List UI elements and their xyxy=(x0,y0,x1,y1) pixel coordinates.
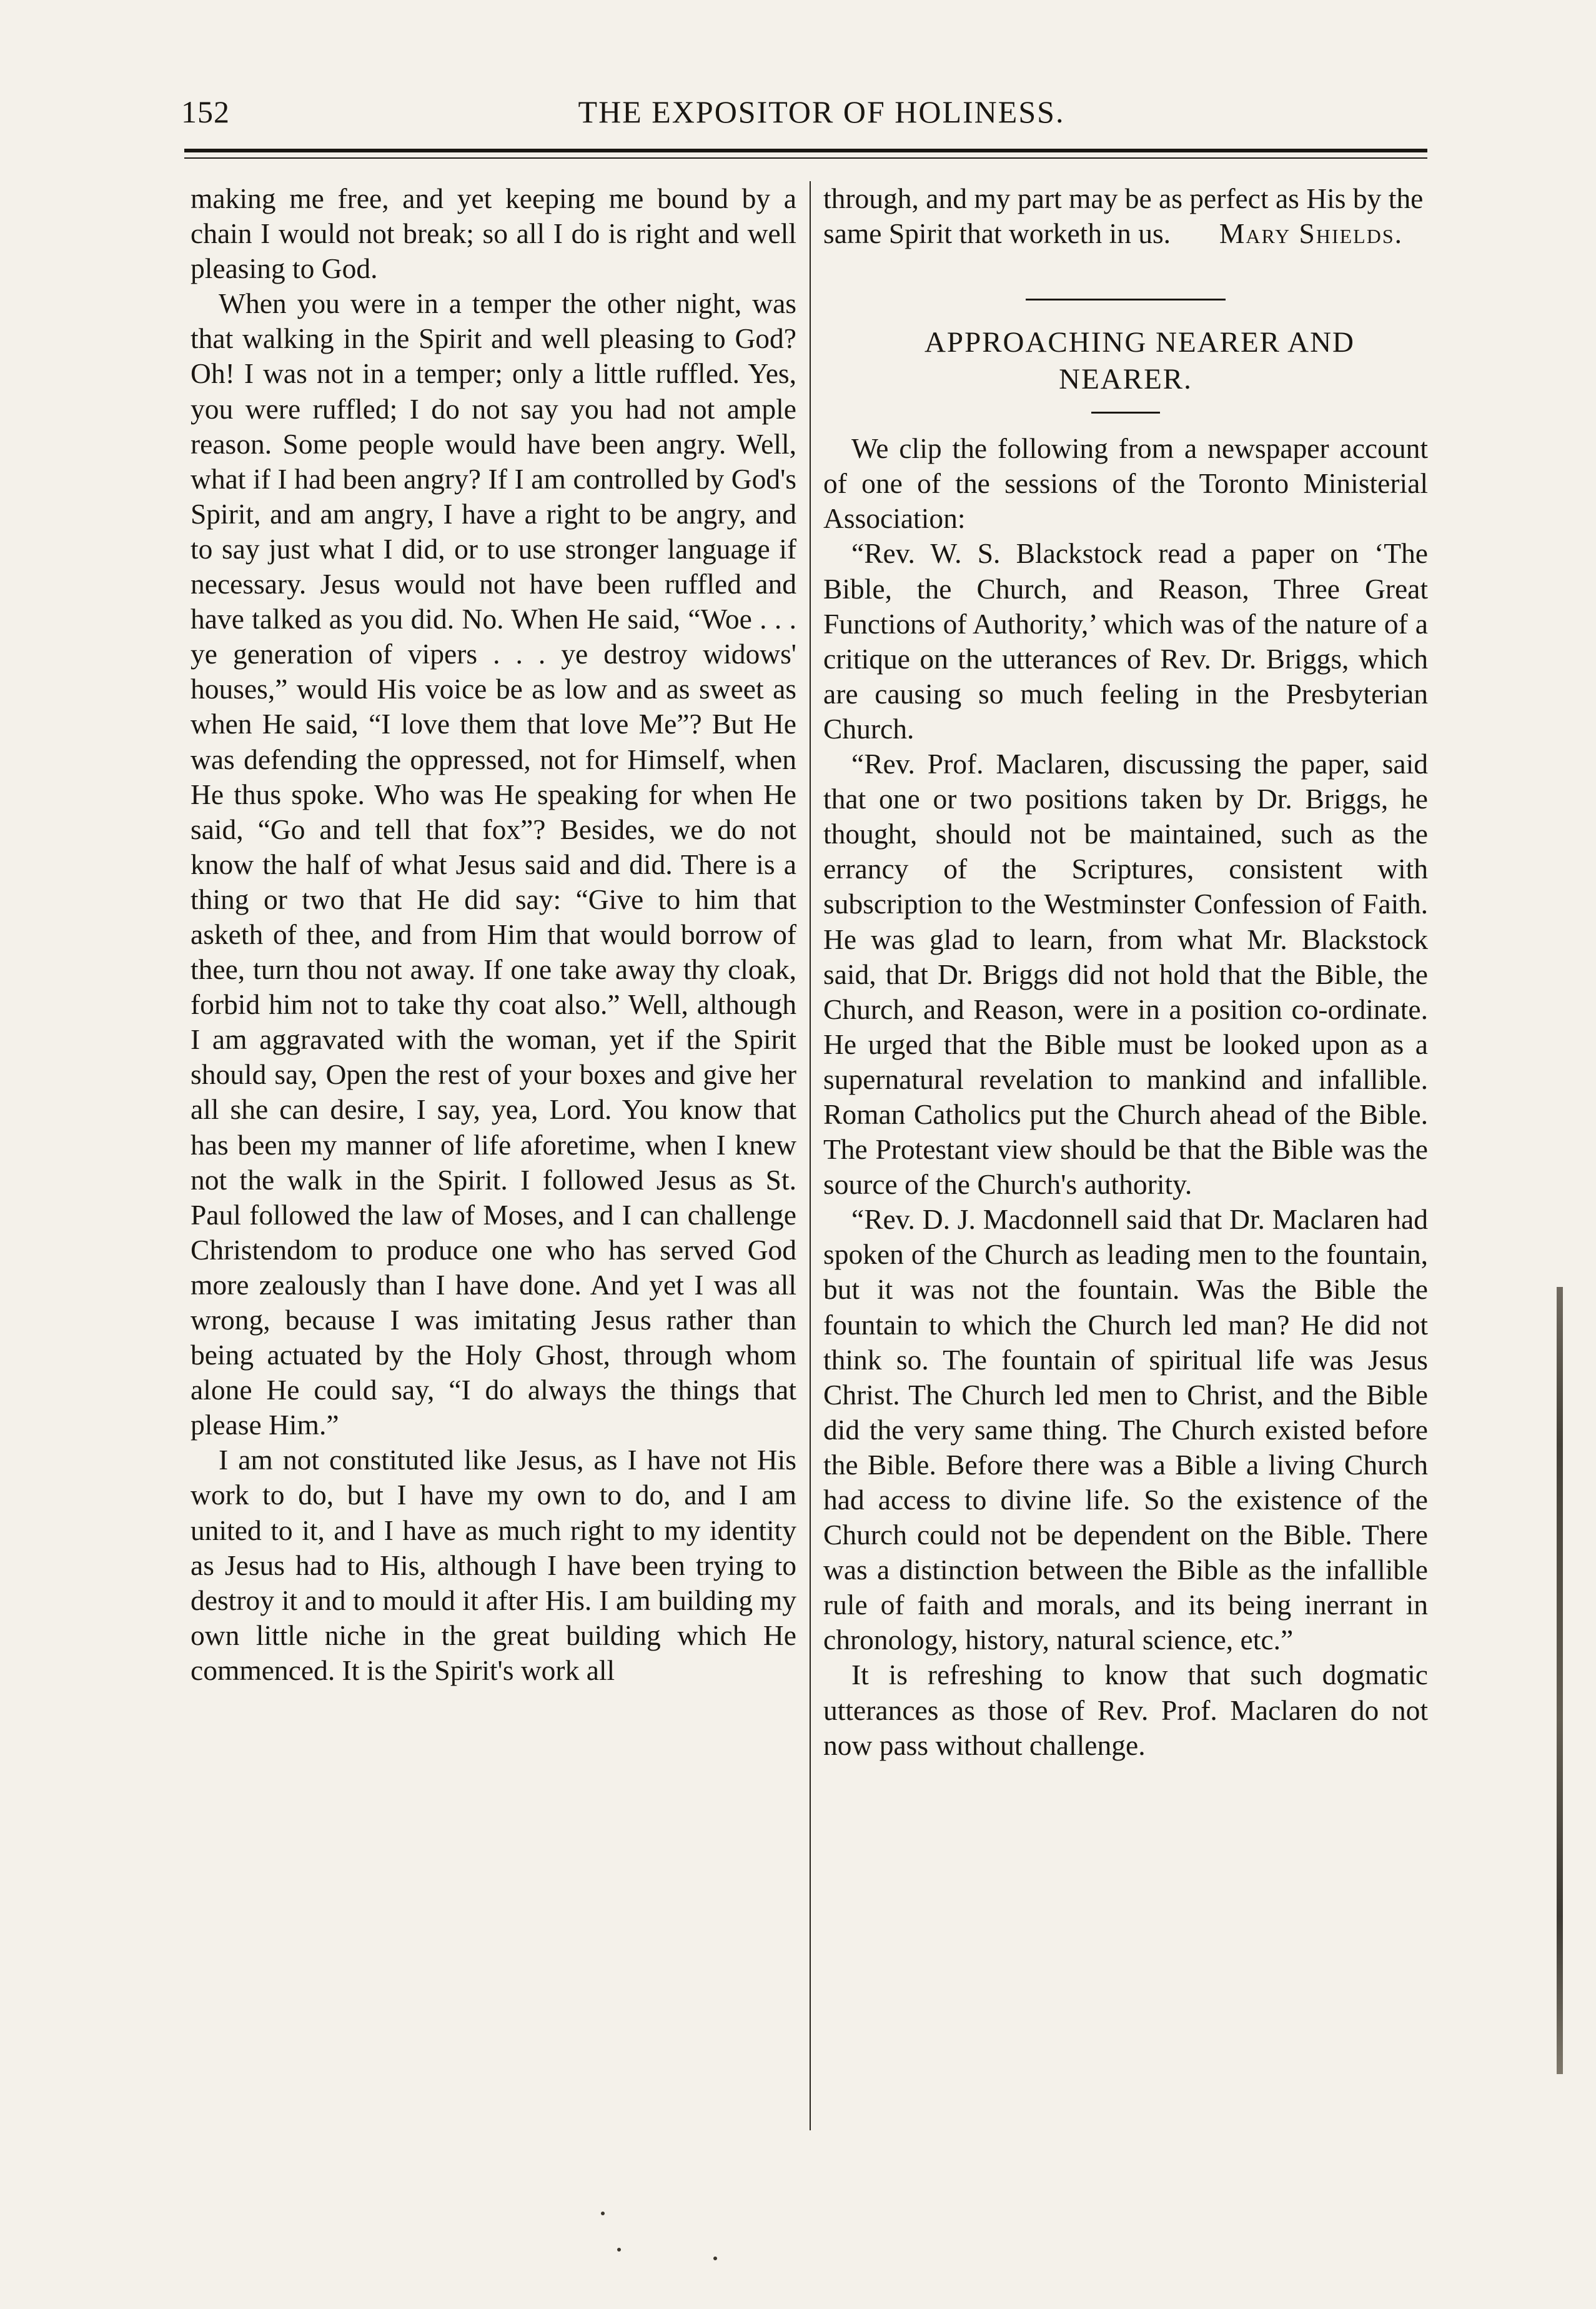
right-column xyxy=(823,181,1428,1763)
section-divider-rule xyxy=(1026,299,1226,300)
header-rule-thick xyxy=(184,149,1427,152)
left-paragraph-constituted: I am not constituted like Jesus, as I have not His work to do, but I have my own to do, and I am united to it, and I have as much right to my identity as Jesus had to His, although I have been trying to destroy it and to mould it after His. I am building my own little niche in the great building which He commenced. It is the Spirit's work all xyxy=(191,1444,796,1686)
right-paragraph-macdonnell: “Rev. D. J. Macdonnell said that Dr. Maclaren had spoken of the Church as leading men to the fountain, but it was not the fountain. Was the Bible the fountain to which the Church led man? He did not think so. The fountain of spiritual life was Jesus Christ. The Church led men to Christ, and the Bible did the very same thing. The Church existed before the Bible. Before there was a Bible a living Church had access to divine life. So the existence of the Church could not be dependent on the Bible. There was a distinction between the Bible as the infallible rule of faith and morals, and its being inerrant in chronology, history, natural science, etc.” xyxy=(823,1203,1428,1656)
speck-mark xyxy=(713,2257,717,2260)
right-paragraph-refreshing: It is refreshing to know that such dogmatic utterances as those of Rev. Prof. Maclaren do not now pass without challenge. xyxy=(823,1659,1428,1761)
article-title-line-1: APPROACHING NEARER AND xyxy=(924,326,1355,359)
right-paragraph-maclaren: “Rev. Prof. Maclaren, discussing the paper, said that one or two positions taken by Dr. Briggs, he thought, should not be maintained, such as the errancy of the Scriptures, consistent with subscription to the Westminster Confession of Faith. He was glad to learn, from what Mr. Blackstock said, that Dr. Briggs did not hold that the Bible, the Church, and Reason, were in a position co-ordinate. He urged that the Bible must be looked upon as a supernatural revelation to mankind and infallible. Roman Catholics put the Church ahead of the Bible. The Protestant view should be that the Bible was the source of the Church's authority. xyxy=(823,748,1428,1201)
left-column xyxy=(191,181,796,1688)
running-title: THE EXPOSITOR OF HOLINESS. xyxy=(578,94,1065,129)
column-divider xyxy=(810,181,811,2130)
speck-mark xyxy=(617,2248,621,2252)
article-title xyxy=(823,324,1428,398)
title-underline-rule xyxy=(1091,412,1160,414)
closing-with-signature xyxy=(823,181,1428,251)
page-edge-shadow xyxy=(1557,1287,1563,2074)
right-paragraph-blackstock: “Rev. W. S. Blackstock read a paper on ‘The Bible, the Church, and Reason, Three Great Functions of Authority,’ which was of the nature of a critique on the utterances of Rev. Dr. Briggs, which are causing so much feeling in the Presbyterian Church. xyxy=(823,537,1428,745)
right-paragraph-intro: We clip the following from a newspaper account of one of the sessions of the Toronto Ministerial Association: xyxy=(823,432,1428,535)
page-number: 152 xyxy=(181,94,230,129)
closing-text: through, and my part may be as perfect as His by the same Spirit that worketh in us. xyxy=(823,182,1424,250)
article-title-line-2: NEARER. xyxy=(1059,363,1192,396)
header-rule-thin xyxy=(184,157,1427,159)
left-paragraph-continued: making me free, and yet keeping me bound by a chain I would not break; so all I do is right and well pleasing to God. xyxy=(191,182,796,285)
speck-mark xyxy=(601,2212,605,2215)
author-signature: Mary Shields. xyxy=(1219,217,1403,250)
page-header xyxy=(181,94,1424,144)
closing-text-block xyxy=(823,181,1428,251)
left-paragraph-temper: When you were in a temper the other night, was that walking in the Spirit and well pleasing to God? Oh! I was not in a temper; only a little ruffled. Yes, you were ruffled; I do not say you had not ample reason. Some people would have been angry. Well, what if I had been angry? If I am controlled by God's Spirit, and am angry, I have a right to be angry, and to say just what I did, or to use stronger language if necessary. Jesus would not have been ruffled and have talked as you did. No. When He said, “Woe . . . ye generation of vipers . . . ye destroy widows' houses,” would His voice be as low and as sweet as when He said, “I love them that love Me”? But He was defending the oppressed, not for Himself, when He thus spoke. Who was He speaking for when He said, “Go and tell that fox”? Besides, we do not know the half of what Jesus said and did. There is a thing or two that He did say: “Give to him that asketh of thee, and from Him that would borrow of thee, turn thou not away. If one take away thy cloak, forbid him not to take thy coat also.” Well, although I am aggravated with the woman, yet if the Spirit should say, Open the rest of your boxes and give her all she can desire, I say, yea, Lord. You know that has been my manner of life aforetime, when I knew not the walk in the Spirit. I followed Jesus as St. Paul followed the law of Moses, and I can challenge Christendom to produce one who has served God more zealously than I have done. And yet I was all wrong, because I was imitating Jesus rather than being actuated by the Holy Ghost, through whom alone He could say, “I do always the things that please Him.” xyxy=(191,287,796,1441)
